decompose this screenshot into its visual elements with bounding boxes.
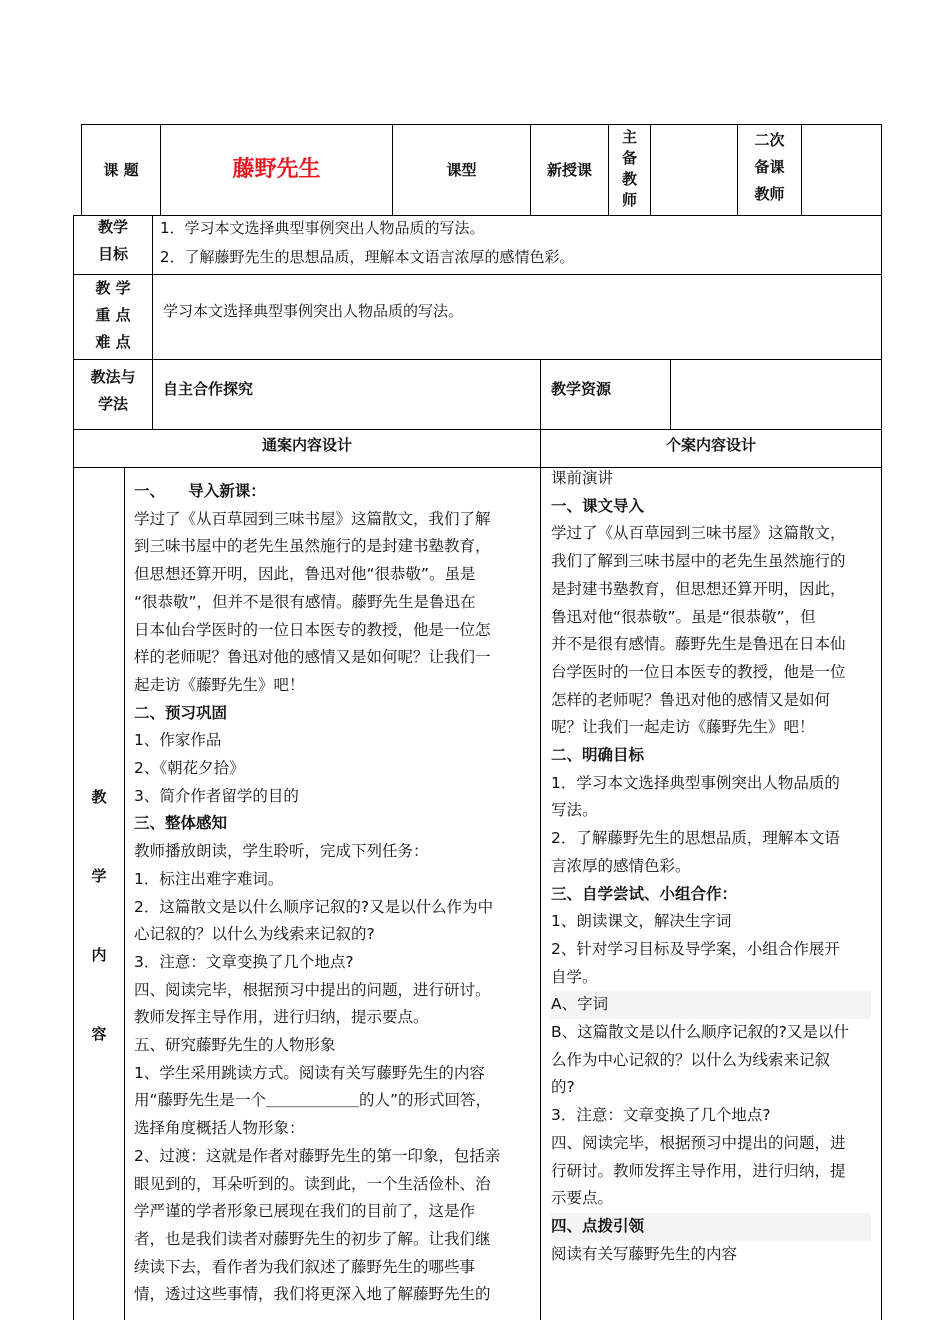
text-line: 1、学生采用跳读方式。阅读有关写藤野先生的内容: [134, 1063, 485, 1082]
resources-label: 教学资源: [551, 380, 612, 398]
text-line: 三、自学尝试、小组合作：: [551, 884, 738, 903]
text-line: 1．标注出难字难词。: [134, 869, 284, 888]
individual-design-header: 个案内容设计: [665, 436, 756, 454]
text-line: 心记叙的？以什么为线索来记叙的?: [134, 925, 375, 944]
text-line: 教师发挥主导作用，进行归纳，提示要点。: [134, 1008, 429, 1027]
individual-design-content: [551, 465, 871, 1268]
common-design-header: 通案内容设计: [261, 436, 352, 454]
text-line: 到三味书屋中的老先生虽然施行的是封建书塾教育，: [134, 537, 491, 556]
text-line: 3．注意：文章变换了几个地点?: [134, 952, 354, 971]
text-line: 眼见到的，耳朵听到的。读到此，一个生活俭朴、治: [134, 1174, 491, 1193]
resources-value[interactable]: [671, 360, 881, 429]
lesson-type-value: 新授课: [546, 161, 592, 179]
text-line: A、字词: [551, 991, 871, 1019]
text-line: 样的老师呢？鲁迅对他的感情又是如何呢？让我们一: [134, 648, 491, 667]
text-line: 1、作家作品: [134, 731, 222, 750]
text-line: 2、《朝花夕拾》: [134, 759, 245, 778]
text-line: 者，也是我们读者对藤野先生的初步了解。让我们继: [134, 1229, 491, 1248]
text-line: B、这篇散文是以什么顺序记叙的?又是以什: [551, 1023, 849, 1042]
common-design-content: [134, 478, 500, 1309]
key-points-label: 教 学 重 点 难 点: [95, 279, 131, 351]
topic-label: 课 题: [103, 161, 139, 179]
text-line: 鲁迅对他“很恭敬”。虽是“很恭敬”，但: [551, 607, 816, 626]
text-line: 一、 导入新课：: [134, 482, 266, 500]
text-line: 学严谨的学者形象已展现在我们的目前了，这是作: [134, 1202, 476, 1221]
text-line: 二、明确目标: [551, 746, 645, 765]
second-teacher-label: 二次 备课 教师: [754, 131, 785, 203]
text-line: 3、简介作者留学的目的: [134, 786, 299, 805]
main-teacher-label: 主 备 教 师: [621, 128, 637, 209]
text-line: 起走访《藤野先生》吧！: [134, 675, 305, 694]
text-line: 选择角度概括人物形象：: [134, 1119, 305, 1138]
text-line: 四、阅读完毕，根据预习中提出的问题，进: [551, 1133, 846, 1152]
text-line: 阅读有关写藤野先生的内容: [551, 1244, 738, 1263]
text-line: 是封建书塾教育，但思想还算开明，因此，: [551, 579, 846, 598]
text-line: 四、点拨引领: [551, 1213, 871, 1241]
text-line: 呢？让我们一起走访《藤野先生》吧！: [551, 718, 815, 737]
text-line: 二、预习巩固: [134, 703, 228, 722]
text-line: 么作为中心记叙的？以什么为线索来记叙: [551, 1050, 831, 1069]
text-line: 三、整体感知: [134, 814, 228, 833]
text-line: 2、针对学习目标及导学案，小组合作展开: [551, 939, 840, 958]
text-line: 自学。: [551, 967, 598, 986]
text-line: 行研讨。教师发挥主导作用，进行归纳，提: [551, 1161, 846, 1180]
text-line: 四、阅读完毕，根据预习中提出的问题，进行研讨。: [134, 980, 491, 999]
text-line: 学过了《从百草园到三味书屋》这篇散文，: [551, 524, 846, 543]
text-line: 言浓厚的感情色彩。: [551, 856, 691, 875]
text-line: 示要点。: [551, 1189, 614, 1208]
text-line: 2、过渡：这就是作者对藤野先生的第一印象，包括亲: [134, 1146, 501, 1165]
teaching-content-label: 教 学 内 容: [91, 788, 107, 1043]
text-line: 3．注意：文章变换了几个地点?: [551, 1106, 771, 1125]
text-line: 并不是很有感情。藤野先生是鲁迅在日本仙: [551, 635, 846, 654]
text-line: 1．学习本文选择典型事例突出人物品质的: [551, 773, 840, 792]
text-line: 写法。: [551, 801, 598, 820]
goal-item: 1．学习本文选择典型事例突出人物品质的写法。: [160, 219, 485, 237]
text-line: 1、朗读课文，解决生字词: [551, 912, 732, 931]
text-line: 怎样的老师呢？鲁迅对他的感情又是如何: [551, 690, 831, 709]
goal-item: 2．了解藤野先生的思想品质，理解本文语言浓厚的感情色彩。: [160, 248, 575, 266]
text-line: 课前演讲: [551, 469, 614, 487]
text-line: 的?: [551, 1078, 575, 1097]
text-line: 日本仙台学医时的一位日本医专的教授，他是一位怎: [134, 620, 491, 639]
goals-label: 教学 目标: [97, 218, 128, 263]
text-line: 续读下去，看作者为我们叙述了藤野先生的哪些事: [134, 1257, 476, 1276]
text-line: 2．了解藤野先生的思想品质，理解本文语: [551, 829, 840, 848]
text-line: 用“藤野先生是一个＿＿＿＿＿＿的人”的形式回答，: [134, 1091, 492, 1110]
second-teacher-value[interactable]: [802, 125, 881, 215]
main-teacher-value[interactable]: [651, 125, 737, 215]
text-line: “很恭敬”，但并不是很有感情。藤野先生是鲁迅在: [134, 592, 476, 611]
methods-label: 教法与 学法: [90, 368, 136, 413]
text-line: 2．这篇散文是以什么顺序记叙的?又是以什么作为中: [134, 897, 494, 916]
text-line: 学过了《从百草园到三味书屋》这篇散文，我们了解: [134, 509, 491, 528]
text-line: 教师播放朗读，学生聆听，完成下列任务：: [134, 842, 429, 861]
text-line: 台学医时的一位日本医专的教授，他是一位: [551, 662, 846, 681]
text-line: 我们了解到三味书屋中的老先生虽然施行的: [551, 552, 846, 571]
text-line: 但思想还算开明，因此，鲁迅对他“很恭敬”。虽是: [134, 565, 476, 584]
methods-value: 自主合作探究: [163, 380, 254, 398]
key-points-text: 学习本文选择典型事例突出人物品质的写法。: [163, 302, 464, 320]
lesson-type-label: 课型: [446, 161, 477, 179]
text-line: 一、课文导入: [551, 496, 645, 515]
text-line: 五、研究藤野先生的人物形象: [134, 1036, 336, 1055]
lesson-title: 藤野先生: [232, 157, 321, 182]
text-line: 情，透过这些事情，我们将更深入地了解藤野先生的: [134, 1285, 491, 1304]
goals-list: [160, 214, 575, 272]
